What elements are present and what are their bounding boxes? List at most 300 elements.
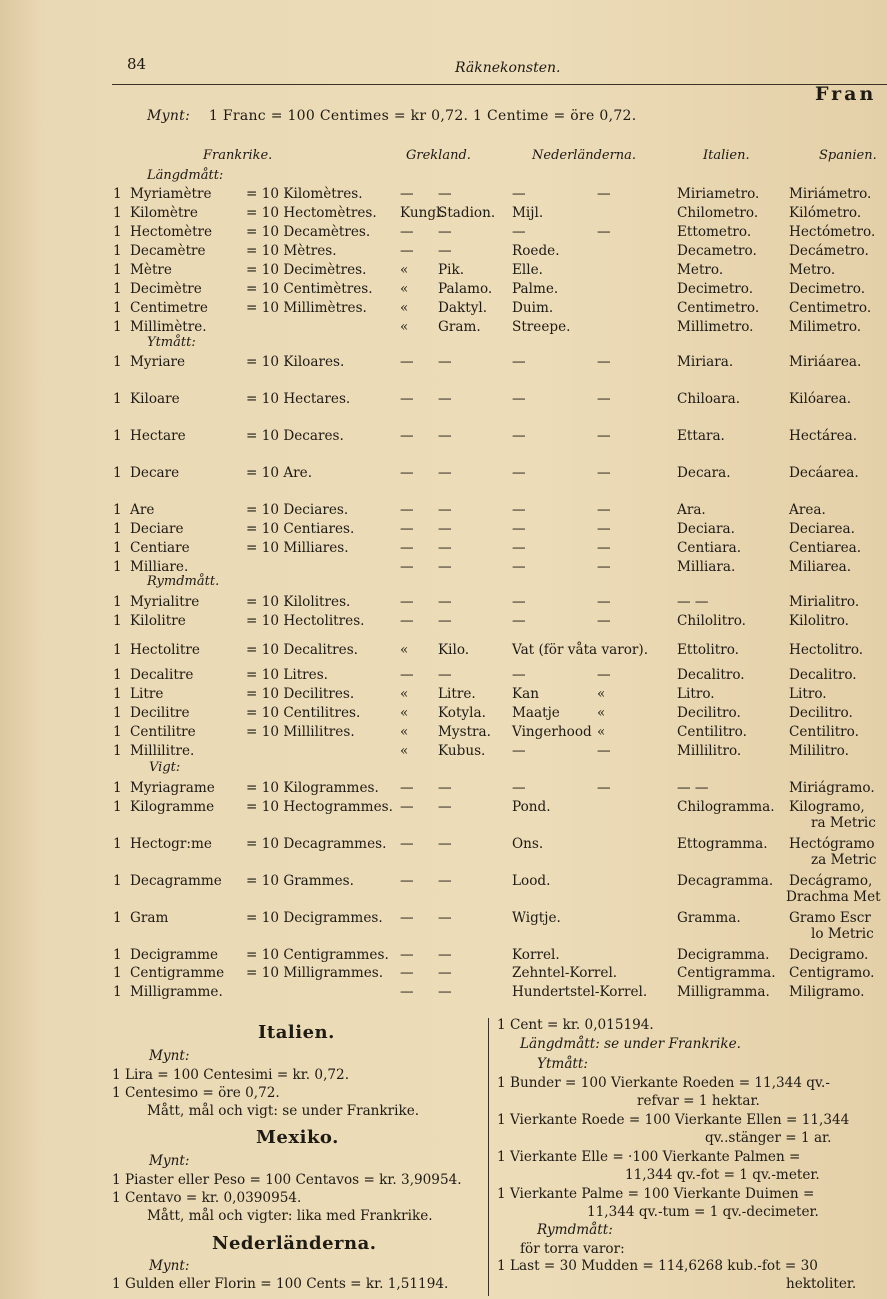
cell-n: 1: [113, 521, 122, 537]
cell-n: 1: [113, 262, 122, 278]
cell-n: 1: [113, 559, 122, 575]
cell-b: = 10 Decares.: [246, 428, 344, 444]
cell-a: Decalitre: [130, 667, 194, 683]
cell-g1: «: [400, 724, 409, 740]
cell-a: Mètre: [130, 262, 172, 278]
cell-a: Kilogramme: [130, 799, 215, 815]
cell-b: = 10 Decilitres.: [246, 686, 355, 702]
cell-b: = 10 Millilitres.: [246, 724, 355, 740]
cell-g1: —: [400, 667, 414, 683]
cell-n1: —: [512, 743, 526, 759]
cell-i: Chilogramma.: [677, 799, 775, 815]
table-row: [0, 799, 887, 817]
cell-g1: —: [400, 613, 414, 629]
cell-b: = 10 Deciares.: [246, 502, 349, 518]
table-row: [0, 502, 887, 520]
cell-i: Ettara.: [677, 428, 725, 444]
cell-n1: Zehntel-Korrel.: [512, 965, 618, 981]
table-row: [0, 642, 887, 660]
cell-b: = 10 Milliares.: [246, 540, 349, 556]
cell-a: Kilomètre: [130, 205, 198, 221]
cell-n1: —: [512, 428, 526, 444]
mynt-label: Mynt:: [147, 108, 191, 124]
cell-n: 1: [113, 686, 122, 702]
cell-g2: —: [438, 836, 452, 852]
cell-n: 1: [113, 836, 122, 852]
cell-a: Millilitre.: [130, 743, 195, 759]
spanish-extra: Drachma Met: [786, 889, 881, 905]
cell-i: Gramma.: [677, 910, 741, 926]
cell-g2: —: [438, 465, 452, 481]
cell-b: = 10 Are.: [246, 465, 313, 481]
cell-n: 1: [113, 300, 122, 316]
cell-b: = 10 Centilitres.: [246, 705, 361, 721]
cell-g1: —: [400, 502, 414, 518]
cell-b: = 10 Hectomètres.: [246, 205, 377, 221]
right-column-line: Rymdmått:: [537, 1222, 613, 1238]
cell-s: Decilitro.: [789, 705, 853, 721]
cell-n1: Lood.: [512, 873, 551, 889]
cell-g1: —: [400, 521, 414, 537]
cell-a: Centimetre: [130, 300, 208, 316]
cell-b: = 10 Decigrammes.: [246, 910, 383, 926]
cell-g1: —: [400, 354, 414, 370]
cell-b: = 10 Centimètres.: [246, 281, 373, 297]
cell-g1: «: [400, 262, 409, 278]
right-column-line: 1 Bunder = 100 Vierkante Roeden = 11,344 qv.-: [497, 1075, 830, 1091]
cell-n2: —: [597, 465, 611, 481]
cell-n1: Pond.: [512, 799, 551, 815]
cell-s: Decágramo,: [789, 873, 873, 889]
mexiko-line: 1 Centavo = kr. 0,0390954.: [112, 1190, 302, 1206]
cell-n2: —: [597, 391, 611, 407]
cell-g2: —: [438, 984, 452, 1000]
cell-g1: —: [400, 243, 414, 259]
table-row: [0, 667, 887, 685]
cell-n1: Mijl.: [512, 205, 544, 221]
cell-g1: —: [400, 465, 414, 481]
cell-g1: —: [400, 559, 414, 575]
cell-g1: «: [400, 686, 409, 702]
cell-a: Deciare: [130, 521, 184, 537]
cell-g1: «: [400, 319, 409, 335]
cell-g2: —: [438, 224, 452, 240]
cell-b: = 10 Litres.: [246, 667, 329, 683]
cell-n2: —: [597, 354, 611, 370]
cell-b: = 10 Centiares.: [246, 521, 355, 537]
cell-i: Litro.: [677, 686, 715, 702]
cell-n: 1: [113, 205, 122, 221]
right-column-line: 1 Vierkante Roede = 100 Vierkante Ellen = 11,344: [497, 1112, 850, 1128]
italien-mynt-label: Mynt:: [149, 1048, 190, 1064]
table-row: [0, 243, 887, 261]
cell-s: Miriágramo.: [789, 780, 875, 796]
cell-i: Ettolitro.: [677, 642, 739, 658]
cell-s: Centiarea.: [789, 540, 862, 556]
corner-heading: Fran: [815, 83, 877, 105]
cell-n: 1: [113, 724, 122, 740]
cell-n: 1: [113, 391, 122, 407]
table-row: [0, 391, 887, 409]
cell-i: Decagramma.: [677, 873, 774, 889]
cell-n1: Korrel.: [512, 947, 560, 963]
cell-n1: —: [512, 502, 526, 518]
cell-n1: Roede.: [512, 243, 560, 259]
cell-s: Mirialitro.: [789, 594, 860, 610]
cell-g1: —: [400, 873, 414, 889]
table-row: [0, 686, 887, 704]
cell-n: 1: [113, 224, 122, 240]
cell-n2: —: [597, 224, 611, 240]
cell-a: Myriare: [130, 354, 186, 370]
cell-a: Hectare: [130, 428, 186, 444]
cell-g2: —: [438, 594, 452, 610]
cell-n2: «: [597, 724, 606, 740]
cell-s: Decalitro.: [789, 667, 857, 683]
cell-g1: —: [400, 186, 414, 202]
mexiko-line: Mått, mål och vigter: lika med Frankrike.: [147, 1208, 433, 1224]
cell-a: Myriamètre: [130, 186, 212, 202]
spanish-extra: ra Metric: [811, 815, 876, 831]
cell-s: Decimetro.: [789, 281, 866, 297]
table-row: [0, 354, 887, 372]
cell-n1: —: [512, 224, 526, 240]
cell-n1: Kan: [512, 686, 540, 702]
cell-g2: —: [438, 965, 452, 981]
cell-a: Decare: [130, 465, 180, 481]
right-column-line: 11,344 qv.-fot = 1 qv.-meter.: [625, 1167, 820, 1183]
cell-n: 1: [113, 186, 122, 202]
cell-i: Decara.: [677, 465, 731, 481]
cell-g2: —: [438, 559, 452, 575]
section-ytmatt: Ytmått:: [147, 335, 196, 350]
cell-g2: —: [438, 910, 452, 926]
cell-n1: Maatje: [512, 705, 560, 721]
page-number: 84: [127, 55, 147, 73]
cell-n: 1: [113, 705, 122, 721]
cell-a: Myrialitre: [130, 594, 200, 610]
cell-g2: —: [438, 540, 452, 556]
cell-a: Myriagrame: [130, 780, 215, 796]
cell-g2: Daktyl.: [438, 300, 488, 316]
cell-g2: —: [438, 391, 452, 407]
cell-n2: —: [597, 521, 611, 537]
cell-s: Centimetro.: [789, 300, 872, 316]
cell-g2: —: [438, 947, 452, 963]
right-column-line: 11,344 qv.-tum = 1 qv.-decimeter.: [587, 1204, 819, 1220]
cell-g2: —: [438, 428, 452, 444]
cell-i: Milliara.: [677, 559, 736, 575]
cell-b: = 10 Kiloares.: [246, 354, 345, 370]
table-row: [0, 262, 887, 280]
cell-a: Decimètre: [130, 281, 202, 297]
cell-n: 1: [113, 873, 122, 889]
cell-a: Litre: [130, 686, 164, 702]
cell-i: Decalitro.: [677, 667, 745, 683]
italien-line: 1 Lira = 100 Centesimi = kr. 0,72.: [112, 1067, 350, 1083]
cell-i: Chilometro.: [677, 205, 759, 221]
cell-a: Millimètre.: [130, 319, 207, 335]
cell-n1: —: [512, 540, 526, 556]
cell-s: Miliarea.: [789, 559, 852, 575]
cell-n: 1: [113, 281, 122, 297]
col-head-frankrike: Frankrike.: [203, 148, 273, 163]
cell-n: 1: [113, 642, 122, 658]
cell-g2: —: [438, 613, 452, 629]
table-row: [0, 780, 887, 798]
cell-n1: —: [512, 594, 526, 610]
cell-n: 1: [113, 780, 122, 796]
mynt-line: [147, 108, 636, 124]
cell-g2: —: [438, 780, 452, 796]
cell-s: Decigramo.: [789, 947, 869, 963]
cell-i: Centigramma.: [677, 965, 776, 981]
table-row: [0, 705, 887, 723]
cell-a: Gram: [130, 910, 169, 926]
table-row: [0, 521, 887, 539]
cell-g1: —: [400, 780, 414, 796]
cell-n2: «: [597, 686, 606, 702]
cell-s: Miriámetro.: [789, 186, 872, 202]
spanish-extra: za Metric: [811, 852, 877, 868]
cell-g2: Gram.: [438, 319, 481, 335]
cell-g2: —: [438, 354, 452, 370]
cell-s: Deciarea.: [789, 521, 855, 537]
running-head: Räknekonsten.: [455, 60, 561, 76]
cell-i: Milligramma.: [677, 984, 770, 1000]
cell-n1: —: [512, 667, 526, 683]
cell-n2: —: [597, 613, 611, 629]
cell-i: Chilolitro.: [677, 613, 746, 629]
cell-b: = 10 Decagrammes.: [246, 836, 387, 852]
cell-n1: Elle.: [512, 262, 543, 278]
cell-g1: —: [400, 984, 414, 1000]
cell-g1: —: [400, 428, 414, 444]
header-rule: [112, 84, 887, 85]
cell-g2: —: [438, 243, 452, 259]
cell-b: = 10 Kilogrammes.: [246, 780, 379, 796]
cell-g2: Kotyla.: [438, 705, 486, 721]
table-row: [0, 186, 887, 204]
cell-n2: —: [597, 186, 611, 202]
section-rymdmatt: Rymdmått.: [147, 574, 220, 589]
cell-s: Metro.: [789, 262, 836, 278]
col-head-grekland: Grekland.: [406, 148, 471, 163]
cell-s: Hectolitro.: [789, 642, 864, 658]
cell-g2: Palamo.: [438, 281, 493, 297]
cell-g2: —: [438, 799, 452, 815]
cell-i: — —: [677, 780, 709, 796]
cell-g1: «: [400, 705, 409, 721]
cell-g1: —: [400, 799, 414, 815]
heading-mexiko: Mexiko.: [256, 1127, 339, 1148]
cell-a: Are: [130, 502, 155, 518]
cell-n1: Vat (för våta varor).: [512, 642, 649, 658]
cell-n1: —: [512, 521, 526, 537]
cell-s: Kilóarea.: [789, 391, 852, 407]
cell-n1: Streepe.: [512, 319, 571, 335]
table-row: [0, 613, 887, 631]
cell-n1: Hundertstel-Korrel.: [512, 984, 648, 1000]
cell-n1: Ons.: [512, 836, 544, 852]
cell-i: Ara.: [677, 502, 706, 518]
cell-n1: —: [512, 613, 526, 629]
cell-b: = 10 Kilolitres.: [246, 594, 351, 610]
cell-n: 1: [113, 613, 122, 629]
cell-s: Mililitro.: [789, 743, 849, 759]
cell-n: 1: [113, 428, 122, 444]
cell-g2: Kilo.: [438, 642, 470, 658]
right-column-line: hektoliter.: [786, 1276, 857, 1292]
right-column-line: refvar = 1 hektar.: [637, 1093, 760, 1109]
cell-n2: —: [597, 428, 611, 444]
ned-line: 1 Gulden eller Florin = 100 Cents = kr. 1,51194.: [112, 1276, 449, 1292]
cell-i: — —: [677, 594, 709, 610]
cell-s: Kilogramo,: [789, 799, 865, 815]
right-column-line: 1 Vierkante Palme = 100 Vierkante Duimen =: [497, 1186, 815, 1202]
right-column-line: 1 Vierkante Elle = ·100 Vierkante Palmen =: [497, 1149, 801, 1165]
cell-s: Decáarea.: [789, 465, 859, 481]
cell-a: Decilitre: [130, 705, 190, 721]
cell-n: 1: [113, 319, 122, 335]
cell-g2: —: [438, 667, 452, 683]
cell-b: = 10 Grammes.: [246, 873, 354, 889]
right-column-line: qv..stänger = 1 ar.: [705, 1130, 832, 1146]
cell-n: 1: [113, 799, 122, 815]
cell-a: Centigramme: [130, 965, 225, 981]
cell-b: = 10 Decimètres.: [246, 262, 367, 278]
cell-s: Kilómetro.: [789, 205, 862, 221]
cell-a: Milligramme.: [130, 984, 223, 1000]
cell-g1: «: [400, 642, 409, 658]
cell-a: Kiloare: [130, 391, 180, 407]
cell-g1: —: [400, 947, 414, 963]
cell-b: = 10 Mètres.: [246, 243, 337, 259]
table-row: [0, 836, 887, 854]
right-column-line: 1 Last = 30 Mudden = 114,6268 kub.-fot = 30: [497, 1258, 818, 1274]
heading-italien: Italien.: [258, 1022, 335, 1043]
cell-a: Hectolitre: [130, 642, 200, 658]
cell-g1: —: [400, 594, 414, 610]
cell-a: Decigramme: [130, 947, 219, 963]
right-column-line: för torra varor:: [520, 1241, 625, 1257]
cell-n1: —: [512, 465, 526, 481]
cell-g1: «: [400, 300, 409, 316]
cell-n2: —: [597, 743, 611, 759]
cell-n: 1: [113, 502, 122, 518]
cell-g2: Mystra.: [438, 724, 491, 740]
cell-i: Millimetro.: [677, 319, 754, 335]
cell-i: Ettogramma.: [677, 836, 768, 852]
cell-s: Decámetro.: [789, 243, 869, 259]
cell-a: Hectogr:me: [130, 836, 212, 852]
cell-g1: «: [400, 281, 409, 297]
italien-line: Mått, mål och vigt: se under Frankrike.: [147, 1103, 420, 1119]
cell-a: Decamètre: [130, 243, 206, 259]
mexiko-mynt-label: Mynt:: [149, 1153, 190, 1169]
cell-s: Miriáarea.: [789, 354, 862, 370]
italien-line: 1 Centesimo = öre 0,72.: [112, 1085, 280, 1101]
cell-i: Deciara.: [677, 521, 735, 537]
cell-g2: Kubus.: [438, 743, 486, 759]
table-row: [0, 873, 887, 891]
cell-n1: —: [512, 780, 526, 796]
cell-i: Decigramma.: [677, 947, 770, 963]
table-row: [0, 724, 887, 742]
cell-a: Decagramme: [130, 873, 222, 889]
heading-nederlanderna: Nederländerna.: [212, 1233, 377, 1254]
cell-i: Millilitro.: [677, 743, 742, 759]
table-row: [0, 205, 887, 223]
cell-i: Miriametro.: [677, 186, 760, 202]
table-row: [0, 540, 887, 558]
cell-n1: —: [512, 391, 526, 407]
cell-s: Kilolitro.: [789, 613, 849, 629]
cell-b: = 10 Milligrammes.: [246, 965, 384, 981]
section-vigt: Vigt:: [149, 760, 181, 775]
cell-n1: Palme.: [512, 281, 559, 297]
cell-n2: —: [597, 540, 611, 556]
cell-n1: —: [512, 559, 526, 575]
cell-b: = 10 Decalitres.: [246, 642, 358, 658]
right-column-line: 1 Cent = kr. 0,015194.: [497, 1017, 654, 1033]
cell-n: 1: [113, 243, 122, 259]
cell-n: 1: [113, 465, 122, 481]
cell-g2: —: [438, 873, 452, 889]
table-row: [0, 743, 887, 761]
cell-n: 1: [113, 947, 122, 963]
cell-g1: —: [400, 910, 414, 926]
cell-n: 1: [113, 910, 122, 926]
cell-s: Litro.: [789, 686, 827, 702]
cell-b: = 10 Hectares.: [246, 391, 351, 407]
table-row: [0, 947, 887, 965]
cell-i: Decimetro.: [677, 281, 754, 297]
cell-b: = 10 Decamètres.: [246, 224, 371, 240]
section-langdmatt: Längdmått:: [147, 168, 224, 183]
cell-b: = 10 Kilomètres.: [246, 186, 363, 202]
cell-n: 1: [113, 984, 122, 1000]
cell-n2: —: [597, 780, 611, 796]
cell-s: Hectógramo: [789, 836, 875, 852]
cell-i: Decilitro.: [677, 705, 741, 721]
table-row: [0, 594, 887, 612]
cell-s: Milimetro.: [789, 319, 862, 335]
cell-g1: —: [400, 391, 414, 407]
cell-n: 1: [113, 743, 122, 759]
cell-g1: —: [400, 965, 414, 981]
right-column-line: Ytmått:: [537, 1056, 588, 1072]
cell-g2: Litre.: [438, 686, 476, 702]
table-row: [0, 559, 887, 577]
cell-s: Hectárea.: [789, 428, 858, 444]
cell-n1: Wigtje.: [512, 910, 561, 926]
cell-i: Decametro.: [677, 243, 757, 259]
cell-b: = 10 Millimètres.: [246, 300, 367, 316]
column-divider: [488, 1018, 489, 1296]
cell-n1: —: [512, 354, 526, 370]
mexiko-line: 1 Piaster eller Peso = 100 Centavos = kr. 3,90954.: [112, 1172, 462, 1188]
cell-s: Gramo Escr: [789, 910, 871, 926]
cell-g1: Kungl.: [400, 205, 445, 221]
cell-g2: Pik.: [438, 262, 465, 278]
table-row: [0, 428, 887, 446]
table-row: [0, 984, 887, 1002]
cell-i: Ettometro.: [677, 224, 752, 240]
cell-n: 1: [113, 965, 122, 981]
cell-a: Hectomètre: [130, 224, 213, 240]
cell-n: 1: [113, 354, 122, 370]
